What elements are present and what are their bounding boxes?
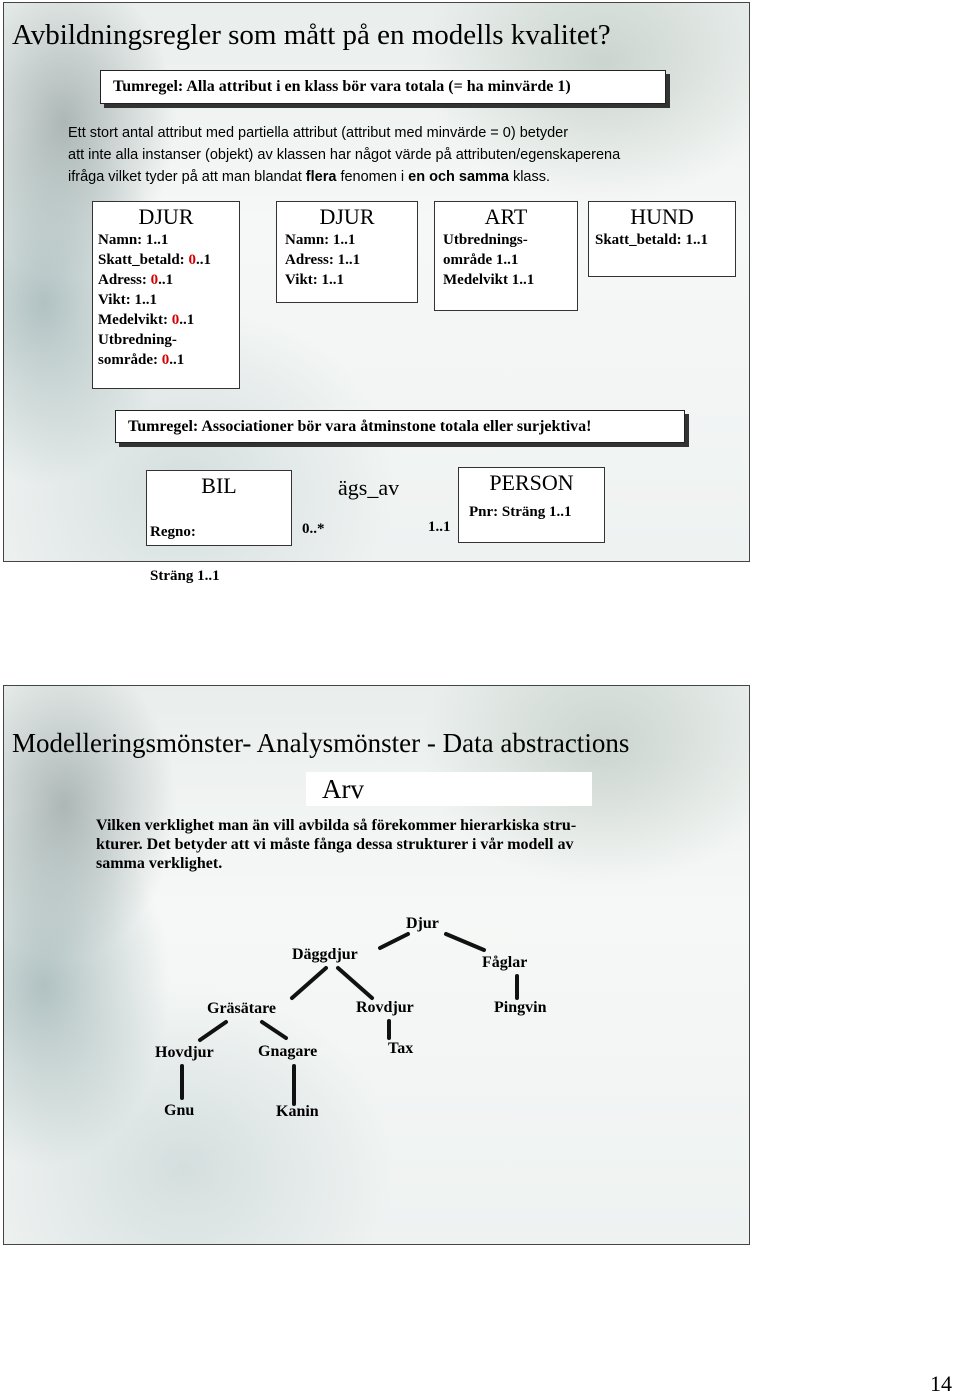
multiplicity-min: 0 [171,312,180,328]
class-attributes [277,230,417,290]
multiplicity-max: ..1 [519,272,535,288]
paragraph-line: Ett stort antal attribut med partiella attribut (attribut med minvärde = 0) betyder [68,125,569,141]
class-box-djur-partial [92,201,240,389]
attribute-line [443,250,577,270]
multiplicity-min: 0 [161,352,170,368]
node-gnagare: Gnagare [258,1043,318,1060]
attribute-line [98,350,239,370]
text-run: klass. [508,169,551,185]
attribute-line [98,330,239,350]
attribute-line [285,250,417,270]
class-name: DJUR [138,204,194,229]
emphasis-flera: flera [305,169,337,185]
multiplicity-max: ..1 [142,292,158,308]
multiplicity-max: ..1 [158,272,174,288]
node-kanin: Kanin [276,1103,319,1120]
multiplicity-min: 1 [332,232,341,248]
paragraph-line: Vilken verklighet man än vill avbilda så förekommer hierarkiska stru- [96,817,577,834]
attribute-line [98,270,239,290]
attribute-line [595,230,735,250]
attribute-label: Utbredning- [98,332,177,348]
class-attributes [93,230,239,370]
attribute-label: Skatt_betald: [98,252,189,268]
multiplicity-max: ..1 [169,352,185,368]
rule-box-associations [115,410,685,443]
class-attributes [435,230,577,290]
class-attributes [147,499,291,609]
node-grasatare: Gräsätare [207,1000,277,1017]
attribute-line [443,270,577,290]
explanation-paragraph [68,122,620,188]
multiplicity-max: ..1 [692,232,708,248]
attribute-line [98,250,239,270]
multiplicity-min: 1 [511,272,520,288]
multiplicity-min: 1 [321,272,330,288]
rule-text: Tumregel: Associationer bör vara åtminstone totala eller surjektiva! [128,418,592,435]
multiplicity-left: 0..* [302,521,325,537]
page-number: 14 [930,1371,952,1396]
attribute-line [285,230,417,250]
class-name: HUND [630,204,694,229]
multiplicity-min: 1 [337,252,346,268]
multiplicity-max: ..1 [153,232,169,248]
attribute-label: Medelvikt: [98,312,172,328]
edge-djur-daggdjur [380,934,408,948]
class-name: ART [484,204,528,229]
slide-title: Avbildningsregler som mått på en modells kvalitet? [12,19,611,51]
attribute-label: Namn: [285,232,333,248]
text-run: ifråga vilket tyder på att man blandat [68,169,306,185]
attribute-label: Skatt_betald: [595,232,686,248]
attribute-line: Sträng 1..1 [150,568,220,584]
emphasis-en-och-samma: en och samma [408,169,509,185]
attribute-line [98,310,239,330]
subtitle: Arv [322,774,364,804]
attribute-label: område [443,252,496,268]
multiplicity-min: 1 [134,292,143,308]
edge-grasatare-hovdjur [200,1022,226,1040]
multiplicity-min: 0 [150,272,159,288]
edge-daggdjur-grasatare [292,968,326,998]
edge-daggdjur-rovdjur [338,968,372,998]
class-box-djur-total [276,201,418,303]
edge-grasatare-gnagare [262,1022,286,1038]
paragraph-line: att inte alla instanser (objekt) av klassen har något värde på attributen/egenskaperena [68,147,621,163]
attribute-label: Medelvikt [443,272,512,288]
slide-title: Modelleringsmönster- Analysmönster - Data abstractions [12,728,630,758]
node-djur: Djur [406,915,439,932]
class-box-art [434,201,578,311]
multiplicity-max: ..1 [195,252,211,268]
multiplicity-max: ..1 [340,232,356,248]
node-daggdjur: Däggdjur [292,946,358,963]
class-box-hund [588,201,736,277]
node-tax: Tax [388,1040,414,1057]
attribute-line: Regno: [150,524,196,540]
multiplicity-max: ..1 [345,252,361,268]
rule-text: Tumregel: Alla attribut i en klass bör vara totala (= ha minvärde 1) [113,78,571,95]
attribute-label: Vikt: [285,272,322,288]
node-gnu: Gnu [164,1102,195,1119]
class-attributes [589,230,735,250]
paragraph-line: samma verklighet. [96,855,223,872]
attribute-label: Vikt: [98,292,135,308]
multiplicity-min: 1 [495,252,504,268]
multiplicity-right: 1..1 [428,519,451,535]
association-name: ägs_av [338,475,400,500]
multiplicity-min: 1 [685,232,693,248]
node-hovdjur: Hovdjur [155,1044,214,1061]
edge-djur-faglar [446,934,484,950]
text-run: fenomen i [336,169,409,185]
class-name: PERSON [489,470,574,495]
attribute-label: Adress: [285,252,338,268]
attribute-label: sområde: [98,352,162,368]
slide-avbildningsregler [3,2,750,584]
multiplicity-max: ..1 [329,272,345,288]
attribute-line: Pnr: Sträng 1..1 [469,504,572,520]
attribute-line [98,290,239,310]
node-rovdjur: Rovdjur [356,999,414,1016]
class-box-person [458,467,605,543]
node-faglar: Fåglar [482,954,528,971]
attribute-line [443,230,577,250]
class-name: DJUR [319,204,375,229]
slide-analysmonster [3,685,750,1245]
attribute-line [98,230,239,250]
attribute-label: Namn: [98,232,146,248]
node-pingvin: Pingvin [494,999,547,1016]
multiplicity-max: ..1 [179,312,195,328]
paragraph-line [68,166,620,188]
paragraph-line: kturer. Det betyder att vi måste fånga dessa strukturer i vår modell av [96,836,574,853]
multiplicity-max: ..1 [503,252,519,268]
class-box-bil [146,470,292,584]
class-name: BIL [201,473,237,498]
attribute-label: Utbrednings- [443,232,528,248]
multiplicity-min: 0 [188,252,196,268]
hierarchy-lines [4,686,749,1244]
attribute-label: Adress: [98,272,151,288]
rule-box-attributes [100,70,666,104]
multiplicity-min: 1 [145,232,154,248]
attribute-line [285,270,417,290]
